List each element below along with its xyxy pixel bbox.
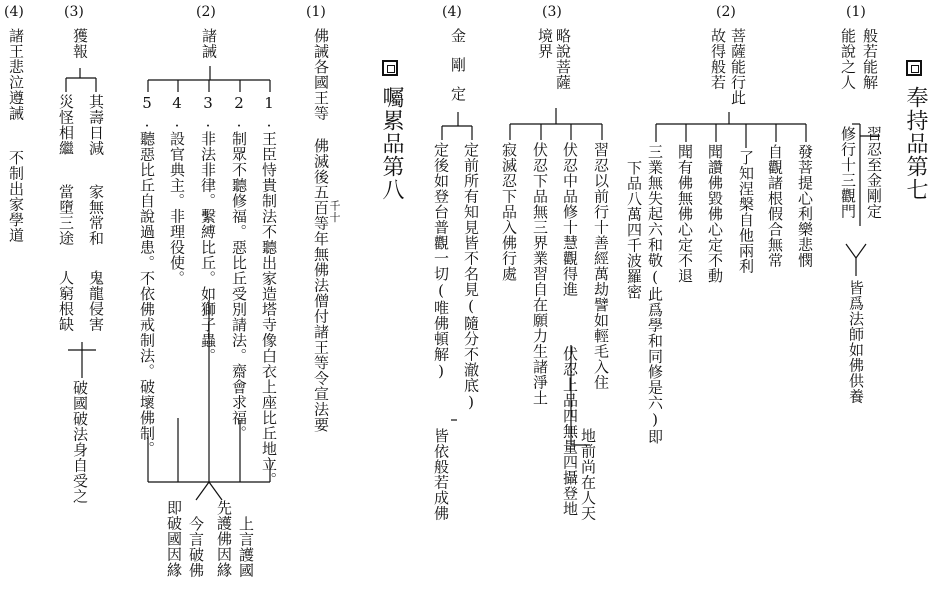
ch8-s3-conclusion: 破國破法身自受之 bbox=[71, 380, 89, 504]
ch8-s3-result-2b: 當墮三途 bbox=[57, 184, 75, 246]
ch7-s2-item-1: 發菩提心利樂悲憫 bbox=[796, 144, 814, 268]
chapter-7-title: 奉持品第七 bbox=[903, 86, 928, 201]
ch8-s2-conclusion-1: 上言護國 bbox=[237, 516, 255, 578]
ch7-s3-item-2c: 地前尚在人天 bbox=[579, 428, 597, 521]
ch7-s2-item-2: 自觀諸根假合無常 bbox=[766, 144, 784, 268]
ch8-s2-item-5: 5.聽惡比丘自說過患。不依佛戒制法。破壞佛制。 bbox=[138, 94, 156, 457]
ch7-s3-head-2: 境界 bbox=[536, 28, 554, 59]
ch8-s3-result-1b: 家無常和 bbox=[87, 184, 105, 246]
ch8-s2-item-1: 1.王臣恃貴制法不聽出家造塔寺像白衣上座比丘地立。 bbox=[260, 94, 278, 488]
ch7-s1-number: (1) bbox=[846, 4, 866, 20]
ch8-s1-body: 佛滅後五百等年無佛法僧付諸王等令宣法要 bbox=[312, 138, 330, 433]
ch7-s4-head: 金剛定 bbox=[449, 28, 467, 115]
ch8-s3-number: (3) bbox=[64, 4, 84, 20]
ch7-s1-branch-2: 修行十三觀門 bbox=[839, 126, 857, 219]
ch8-s1-number: (1) bbox=[306, 4, 326, 20]
ch7-s1-head-1: 般若能解 bbox=[861, 28, 879, 90]
ch8-s2-conclusion-4: 即破國因緣 bbox=[165, 500, 183, 578]
ch7-s3-item-2: 伏忍中品修十慧觀得進 bbox=[561, 142, 579, 297]
ch8-s2-head: 諸誡 bbox=[200, 28, 218, 59]
ch7-s1-branch-1: 習忍至金剛定 bbox=[865, 126, 883, 219]
ch7-s4-branch-2: 定後如登台普觀一切(唯佛頓解) bbox=[432, 142, 450, 381]
ch7-s2-item-4: 聞讚佛毀佛心定不動 bbox=[706, 144, 724, 284]
ch7-s2-head-2: 故得般若 bbox=[709, 28, 727, 90]
ch7-s3-item-1: 習忍以前行十善經萬劫譬如輕毛入住 bbox=[592, 142, 610, 390]
ch8-s2-item-3: 3.非法非律。繫縛比丘。如獅子蟲。 bbox=[199, 94, 217, 364]
chapter-box-icon bbox=[382, 60, 398, 76]
ch7-s2-item-3: 了知涅槃自他兩利 bbox=[737, 150, 755, 274]
ch7-s3-item-3: 伏忍下品無三界業習自在願力生諸淨土 bbox=[531, 142, 549, 406]
ch7-s4-conclusion: 皆依般若成佛 bbox=[432, 428, 450, 521]
ch8-s3-result-1a: 其壽日減 bbox=[87, 94, 105, 156]
chapter-8-title: 囑累品第八 bbox=[379, 86, 404, 201]
ch8-s4-body: 不制出家學道 bbox=[7, 150, 25, 243]
ch8-s2-number: (2) bbox=[196, 4, 216, 20]
ch7-s2-item-6-cont: 下品八萬四千波羅密 bbox=[625, 160, 643, 300]
ch7-s3-number: (3) bbox=[542, 4, 562, 20]
ch7-s1-conclusion: 皆爲法師如佛供養 bbox=[847, 280, 865, 404]
ch8-s2-conclusion-2: 先護佛因緣 bbox=[215, 500, 233, 578]
ch7-s4-number: (4) bbox=[442, 4, 462, 20]
ch7-s2-head-1: 菩薩能行此 bbox=[729, 28, 747, 106]
ch8-s2-item-4: 4.設官典主。非理役使。 bbox=[168, 94, 186, 286]
ch8-s2-item-2: 2.制眾不聽修福。惡比丘受別請法。齋會求福。 bbox=[230, 94, 248, 441]
ch8-s3-result-2a: 災怪相繼 bbox=[57, 94, 75, 156]
ch7-s3-item-2b: 伏忍上品四無量四攝登地 bbox=[561, 346, 579, 517]
ch8-s3-result-2c: 人窮根缺 bbox=[57, 270, 75, 332]
ch8-s2-conclusion-3: 今言破佛 bbox=[187, 516, 205, 578]
ch7-s4-branch-1: 定前所有知見皆不名見(隨分不澈底) bbox=[462, 142, 480, 412]
ch7-s3-item-4: 寂滅忍下品入佛行處 bbox=[500, 142, 518, 282]
ch7-s2-item-6: 三業無失起六和敬(此爲學和同修是六)即 bbox=[646, 144, 664, 445]
ch7-s1-head-2: 能說之人 bbox=[839, 28, 857, 90]
ch7-s3-head-1: 略說菩薩 bbox=[554, 28, 572, 90]
ch8-s4-head: 諸王悲泣遵誡 bbox=[7, 28, 25, 121]
ch8-s3-head: 獲報 bbox=[71, 28, 89, 59]
ch8-s4-number: (4) bbox=[4, 4, 24, 20]
ch8-s3-result-1c: 鬼龍侵害 bbox=[87, 270, 105, 332]
ch8-s1-head: 佛誡各國王等 bbox=[312, 28, 330, 121]
ch7-s2-number: (2) bbox=[716, 4, 736, 20]
chapter-box-icon bbox=[906, 60, 922, 76]
ch7-s2-item-5: 聞有佛無佛心定不退 bbox=[676, 144, 694, 284]
ch8-s1-note: 千十 bbox=[328, 200, 341, 223]
